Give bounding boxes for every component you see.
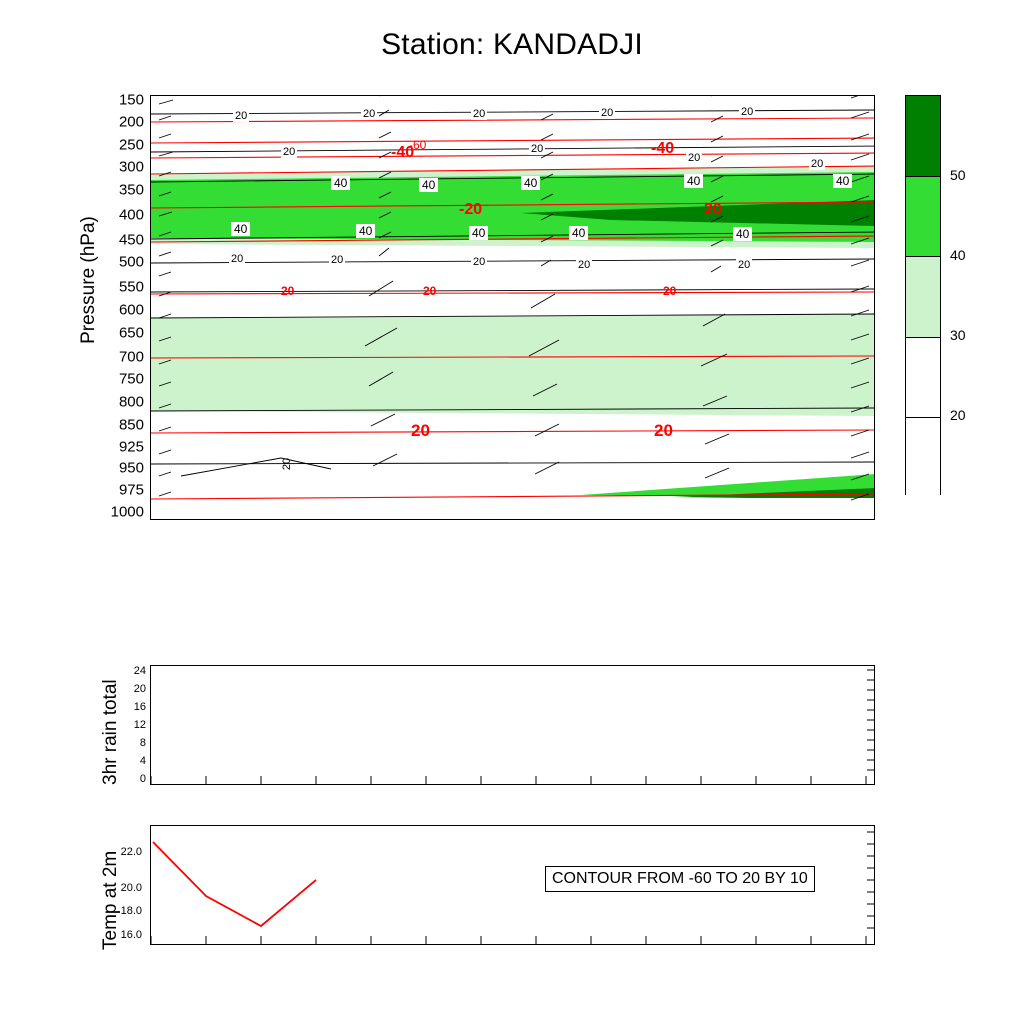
temp-contour-label: 20 [423, 284, 437, 298]
colorbar-tick: 50 [950, 167, 966, 183]
rain-axis [100, 665, 146, 785]
temp-contour-label: 20 [663, 284, 677, 298]
contour-label: 20 [331, 254, 344, 266]
axis-tick: 24 [133, 665, 146, 677]
temp-contour-label: 20 [281, 284, 295, 298]
axis-tick: 600 [118, 301, 144, 319]
contour-label: 20 [688, 152, 701, 164]
colorbar-band-40 [906, 176, 940, 257]
axis-tick: 500 [118, 253, 144, 271]
contour-label: 20 [283, 146, 296, 158]
colorbar-tick: 20 [950, 407, 966, 423]
temp-axis [96, 825, 146, 945]
temp-axis-label: Temp at 2m [100, 850, 121, 950]
axis-tick: 450 [118, 231, 144, 249]
contour-label: 20 [601, 107, 614, 119]
vertical-cross-section-plot [150, 95, 875, 520]
temp-series-line [153, 842, 316, 926]
axis-tick: 950 [118, 459, 144, 477]
axis-tick: 975 [118, 481, 144, 499]
rain-total-plot [150, 665, 875, 785]
contour-label: 20 [473, 256, 486, 268]
axis-tick: 850 [118, 416, 144, 434]
axis-tick: 150 [118, 91, 144, 109]
colorbar-band-50 [906, 96, 940, 176]
axis-tick: 925 [118, 438, 144, 456]
contour-label: 40 [733, 227, 752, 241]
axis-tick: 200 [118, 113, 144, 131]
temp-contour-label: -40 [391, 144, 415, 161]
contour-label: 40 [356, 224, 375, 238]
temp-contour-label: -40 [651, 140, 675, 157]
contour-label: 40 [231, 222, 250, 236]
axis-tick: 16 [133, 701, 146, 713]
contour-note: CONTOUR FROM -60 TO 20 BY 10 [545, 866, 815, 892]
axis-tick: 1000 [110, 503, 144, 521]
temp-contour-label: 20 [654, 421, 673, 440]
axis-tick: 400 [118, 206, 144, 224]
contour-label: 40 [469, 226, 488, 240]
contour-label: 40 [521, 176, 540, 190]
colorbar-band-20 [906, 337, 940, 418]
contour-label: 20 [811, 158, 824, 170]
axis-tick: 800 [118, 393, 144, 411]
axis-tick: 16.0 [120, 929, 142, 941]
humidity-shading [151, 166, 875, 498]
axis-tick: 700 [118, 348, 144, 366]
contour-label: 20 [231, 253, 244, 265]
temp-contour-label: 20 [411, 421, 430, 440]
contour-label: 20 [531, 143, 544, 155]
contour-label: 20 [363, 108, 376, 120]
axis-tick: 750 [118, 370, 144, 388]
pressure-axis-label: Pressure (hPa) [78, 216, 99, 344]
colorbar-band-30 [906, 256, 940, 337]
temp-contour-label: -60 [409, 138, 427, 152]
contour-label: 40 [419, 178, 438, 192]
axis-tick: 18.0 [120, 905, 142, 917]
contour-label: 20 [738, 259, 751, 271]
contour-label: 20 [281, 457, 294, 471]
temp-contour-label: -20 [459, 201, 483, 218]
axis-tick: 250 [118, 136, 144, 154]
contour-label: 20 [473, 108, 486, 120]
axis-tick: 12 [133, 719, 146, 731]
axis-tick: 0 [139, 773, 146, 785]
rain-x-ticks [151, 670, 874, 784]
temp-contour-label: 20 [704, 201, 722, 218]
contour-label: 40 [833, 174, 852, 188]
axis-tick: 550 [118, 278, 144, 296]
axis-tick: 20 [133, 683, 146, 695]
contour-label: 40 [331, 176, 350, 190]
humidity-colorbar [905, 95, 941, 495]
contour-label: 20 [741, 106, 754, 118]
axis-tick: 4 [139, 755, 146, 767]
contour-label: 40 [684, 174, 703, 188]
colorbar-tick: 30 [950, 327, 966, 343]
contour-label: 20 [578, 259, 591, 271]
axis-tick: 350 [118, 181, 144, 199]
colorbar-band-low [906, 417, 940, 498]
axis-tick: 300 [118, 158, 144, 176]
rain-axis-label: 3hr rain total [100, 679, 121, 785]
axis-tick: 20.0 [120, 882, 142, 894]
contour-label: 20 [235, 110, 248, 122]
page-title: Station: KANDADJI [381, 28, 643, 61]
axis-tick: 8 [139, 737, 146, 749]
axis-tick: 22.0 [120, 846, 142, 858]
contour-label: 40 [569, 226, 588, 240]
axis-tick: 650 [118, 324, 144, 342]
wind-barbs [159, 96, 869, 500]
colorbar-tick: 40 [950, 247, 966, 263]
